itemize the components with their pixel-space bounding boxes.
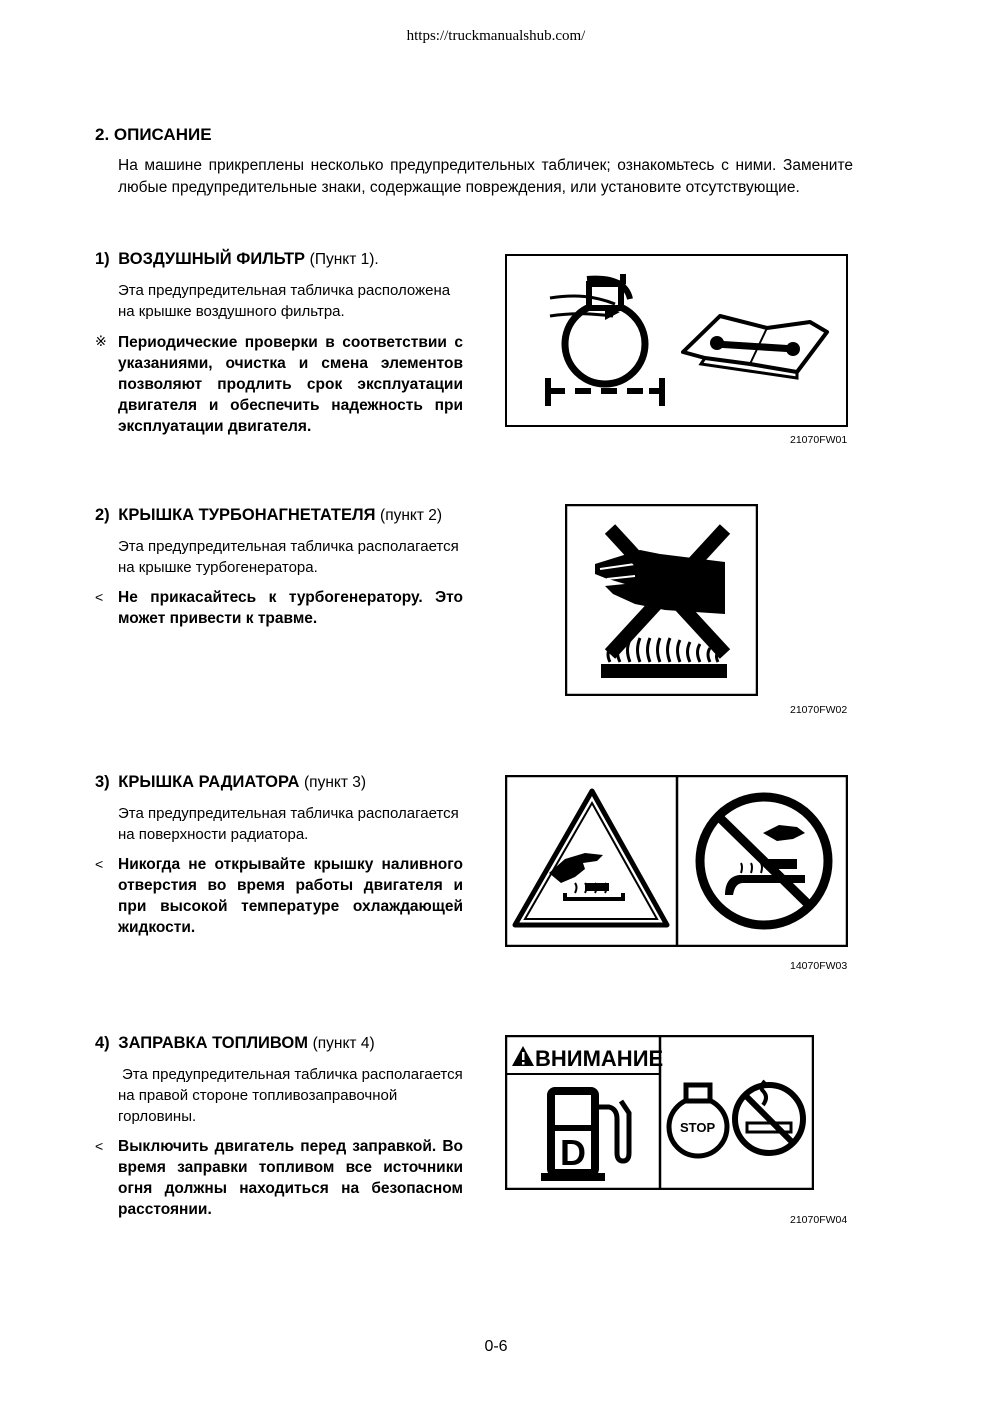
item-3-body: Эта предупредительная табличка располагается на поверхности радиатора. bbox=[118, 805, 459, 843]
item-2-code: 21070FW02 bbox=[790, 704, 848, 716]
item-4-ref: (пункт 4) bbox=[312, 1035, 375, 1052]
item-1-title: ВОЗДУШНЫЙ ФИЛЬТР bbox=[118, 250, 306, 268]
item-3-mark: < bbox=[95, 856, 104, 872]
stop-label: STOP bbox=[680, 1120, 716, 1135]
item-4-number: 4) bbox=[95, 1034, 110, 1052]
item-1-mark: ※ bbox=[95, 333, 107, 349]
fuel-letter: D bbox=[560, 1132, 586, 1173]
section-title: 2. ОПИСАНИЕ bbox=[95, 125, 212, 144]
item-2-heading bbox=[95, 506, 442, 525]
no-smoking-icon bbox=[735, 1081, 803, 1153]
item-4-mark: < bbox=[95, 1138, 104, 1154]
item-1-code: 21070FW01 bbox=[790, 434, 848, 446]
item-3-number: 3) bbox=[95, 773, 110, 791]
item-4-title: ЗАПРАВКА ТОПЛИВОМ bbox=[118, 1034, 308, 1052]
item-2-body: Эта предупредительная табличка располагается на крышке турбогенератора. bbox=[118, 538, 459, 576]
caution-label: ВНИМАНИЕ bbox=[535, 1046, 664, 1071]
item-2-number: 2) bbox=[95, 506, 110, 524]
item-1-body: Эта предупредительная табличка расположена на крышке воздушного фильтра. bbox=[118, 282, 451, 320]
item-2-title: КРЫШКА ТУРБОНАГНЕТАТЕЛЯ bbox=[118, 506, 376, 524]
item-2-warning: Не прикасайтесь к турбогенератору. Это может привести к травме. bbox=[118, 589, 463, 627]
item-4-body: Эта предупредительная табличка располагается на правой стороне топливозаправочной горловины. bbox=[118, 1066, 463, 1125]
item-3-ref: (пункт 3) bbox=[304, 774, 367, 791]
item-2-mark: < bbox=[95, 589, 104, 605]
item-3-code: 14070FW03 bbox=[790, 960, 848, 972]
item-2-ref: (пункт 2) bbox=[380, 507, 443, 524]
item-1-warning: Периодические проверки в соответствии с указаниями, очистка и смена элементов позволяют продлить срок эксплуатации двигателя и обеспечить надежность при эксплуатации двигателя. bbox=[118, 334, 463, 435]
turbo-sign bbox=[565, 504, 758, 696]
item-1-heading bbox=[95, 250, 379, 269]
section-intro: На машине прикреплены несколько предупредительных табличек; ознакомьтесь с ними. Замените любые предупредительные знаки, содержащие повреждения, или установите отсутствующие. bbox=[118, 157, 853, 196]
refueling-sign bbox=[505, 1035, 814, 1190]
item-4-warning: Выключить двигатель перед заправкой. Во время заправки топливом все источники огня должны находиться на безопасном расстоянии. bbox=[118, 1138, 463, 1218]
item-4-code: 21070FW04 bbox=[790, 1214, 848, 1226]
air-filter-sign bbox=[505, 254, 848, 427]
item-3-title: КРЫШКА РАДИАТОРА bbox=[118, 773, 300, 791]
item-4-heading bbox=[95, 1034, 375, 1053]
radiator-sign bbox=[505, 775, 848, 947]
header-url: https://truckmanualshub.com/ bbox=[406, 28, 586, 44]
item-3-warning: Никогда не открывайте крышку наливного отверстия во время работы двигателя и при высокой температуре охлаждающей жидкости. bbox=[118, 856, 463, 936]
item-3-heading bbox=[95, 773, 366, 792]
item-1-number: 1) bbox=[95, 250, 110, 268]
caution-header bbox=[512, 1046, 663, 1071]
no-open-cap-icon bbox=[700, 797, 828, 925]
page-number: 0-6 bbox=[484, 1338, 508, 1355]
item-1-ref: (Пункт 1). bbox=[309, 251, 379, 268]
